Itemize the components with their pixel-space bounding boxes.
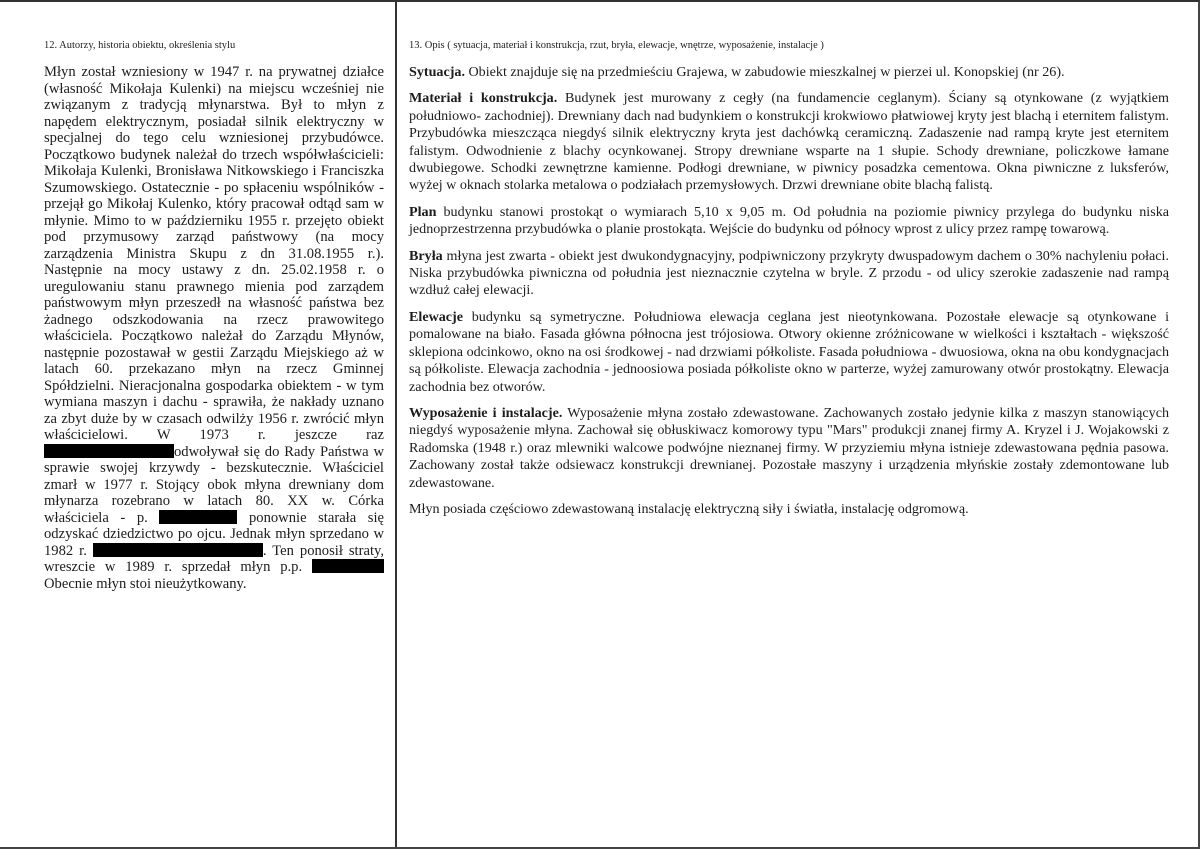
- paragraph-material: [409, 90, 1169, 194]
- paragraph-installations: [409, 501, 1169, 518]
- history-column: [44, 40, 384, 592]
- column-divider: [395, 2, 397, 847]
- paragraph-text: budynku stanowi prostokąt o wymiarach 5,10 x 9,05 m. Od południa na poziomie piwnicy przylega do budynku niska jednoprzestrzenna przybudówka o planie prostokąta. Wejście do budynku od północy wprost z ulicy przez rampę towarową.: [409, 203, 1169, 238]
- redaction-box-4: [312, 559, 384, 573]
- paragraph-plan: [409, 204, 1169, 239]
- history-section-title: 12. Autorzy, historia obiektu, określenia stylu: [44, 40, 236, 51]
- paragraph-label: Materiał i konstrukcja.: [409, 90, 558, 107]
- paragraph-massing: [409, 248, 1169, 300]
- paragraph-elevations: [409, 309, 1169, 396]
- history-segment-3: ponownie starała się odzyskać dziedzictwo po ojcu. Jednak młyn sprzedano w 1982 r.: [44, 509, 384, 559]
- history-segment-2: odwoływał się do Rady Państwa w sprawie swojej krzywdy - bezskutecznie. Właściciel zmarł w 1977 r. Stojący obok młyna drewniany dom młynarza rozebrano w latach 80. XX w. Córka właściciela - p.: [44, 443, 384, 526]
- paragraph-text: Młyn posiada częściowo zdewastowaną instalację elektryczną siły i światła, instalację odgromową.: [409, 500, 969, 517]
- history-segment-5: Obecnie młyn stoi nieużytkowany.: [44, 575, 247, 592]
- description-section-title: 13. Opis ( sytuacja, materiał i konstrukcja, rzut, bryła, elewacje, wnętrze, wyposażenie, instalacje ): [409, 40, 824, 51]
- paragraph-text: Wyposażenie młyna zostało zdewastowane. Zachowanych zostało jedynie kilka z maszyn stanowiących niegdyś wyposażenie młyna. Zachował się obłuskiwacz komorowy typu "Mars" produkcji znanej firmy A. Kryzel i J. Wojakowski z Radomska (1948 r.) oraz mlewniki walcowe podwójne nieznanej firmy. W przyziemiu młyna istnieje zdewastowana pędnia pasowa. Zachowany został także odsiewacz konstrukcji drewnianej. Pozostałe maszyny i urządzenia młyńskie zostały zdemontowane lub zdewastowane.: [409, 404, 1170, 491]
- paragraph-label: Plan: [409, 203, 437, 220]
- paragraph-label: Wyposażenie i instalacje.: [409, 404, 563, 421]
- paragraph-text: młyna jest zwarta - obiekt jest dwukondygnacyjny, podpiwniczony przykryty dwuspadowym dachem o 30% nachyleniu połaci. Niska przybudówka piwniczna od południa jest nieznacznie czytelna w bryle. Z przodu - od ulicy szerokie zadaszenie nad rampą wzdłuż całej elewacji.: [409, 247, 1169, 299]
- description-column: [409, 40, 1169, 527]
- paragraph-equipment: [409, 405, 1169, 492]
- paragraph-label: Elewacje: [409, 308, 464, 325]
- paragraph-label: Sytuacja.: [409, 64, 465, 80]
- paragraph-text: Obiekt znajduje się na przedmieściu Grajewa, w zabudowie mieszkalnej w pierzei ul. Konopskiej (nr 26).: [464, 64, 1065, 80]
- paragraph-label: Bryła: [409, 247, 443, 264]
- redaction-box-2: [159, 510, 237, 524]
- paragraph-text: Budynek jest murowany z cegły (na fundamencie ceglanym). Ściany są otynkowane (z wyjątkiem południowo- zachodniej). Drewniany dach nad budynkiem o konstrukcji krokwiowo płatwiowej kryty jest blachą i eternitem falistym. Przybudówka mieszcząca niegdyś silnik elektryczny kryta jest dachówką ceramiczną. Zadaszenie nad rampą kryte jest eternitem falistym. Odwodnienie z blachy ocynkowanej. Stropy drewniane wsparte na 1 słupie. Schody drewniane, policzkowe łamane dwubiegowe. Schodki zewnętrzne kamienne. Podłogi drewniane, w piwnicy posadzka cementowa. Okna piwniczne z luksferów, wyżej w oknach stolarka metalowa o podziałach przemysłowych. Drzwi drewniane obite blachą falistą.: [409, 90, 1169, 194]
- history-segment-1: Młyn został wzniesiony w 1947 r. na prywatnej działce (własność Mikołaja Kulenki) na miejscu wcześniej nie związanym z tradycją młynarstwa. Był to młyn z napędem elektrycznym, posiadał silnik elektryczny w specjalnej do tego celu wzniesionej przybudówce. Początkowo budynek należał do trzech współwłaścicieli: Mikołaja Kulenki, Bronisława Nitkowskiego i Franciszka Szumowskiego. Ostatecznie - po spłaceniu wspólników - przejął go Mikołaj Kulenko, który pracował odtąd sam w młynie. Mimo to w październiku 1955 r. przejęto obiekt pod przymusowy zarząd państwowy (na mocy zarządzenia Ministra Skupu z dn 31.08.1955 r.). Następnie na mocy ustawy z dn. 25.02.1958 r. o uregulowaniu stanu prawnego mienia pod zarządem państwowym młyn przeszedł na własność państwa bez żadnego odszkodowania na rzecz prawowitego właściciela. Początkowo należał do Zarządu Młynów, następnie pozostawał w gestii Zarządu Miejskiego aż w latach 60. przekazano młyn na rzecz Gminnej Spółdzielni. Nieracjonalna gospodarka obiektem - w tym wymiana maszyn i dachu - sprawiła, że nakłady uznano za zbyt duże by w czasach odwilży 1956 r. zwrócić młyn właścicielowi. W 1973 r. jeszcze raz: [44, 64, 384, 443]
- paragraph-situation: [409, 64, 1169, 81]
- history-segment-4: . Ten ponosił straty, wreszcie w 1989 r. sprzedał młyn p.p.: [44, 542, 385, 575]
- paragraph-text: budynku są symetryczne. Południowa elewacja ceglana jest nieotynkowana. Pozostałe elewacje są otynkowane i pomalowane na biało. Fasada główna północna jest trójosiowa. Otwory okienne zróżnicowane w wielkości i kształtach - większość sklepiona odcinkowo, okno na osi środkowej - nad drzwiami półkoliste. Fasada południowa - dwuosiowa, okna na obu kondygnacjach są półkoliste. Elewacja zachodnia - jednoosiowa posiada półkoliste okno w parterze, wyżej zamurowany otwór prostokątny. Elewacja zachodnia bez otworów.: [409, 308, 1169, 395]
- redaction-box-3: [93, 543, 263, 557]
- redaction-box-1: [44, 444, 174, 458]
- history-text: [44, 64, 384, 592]
